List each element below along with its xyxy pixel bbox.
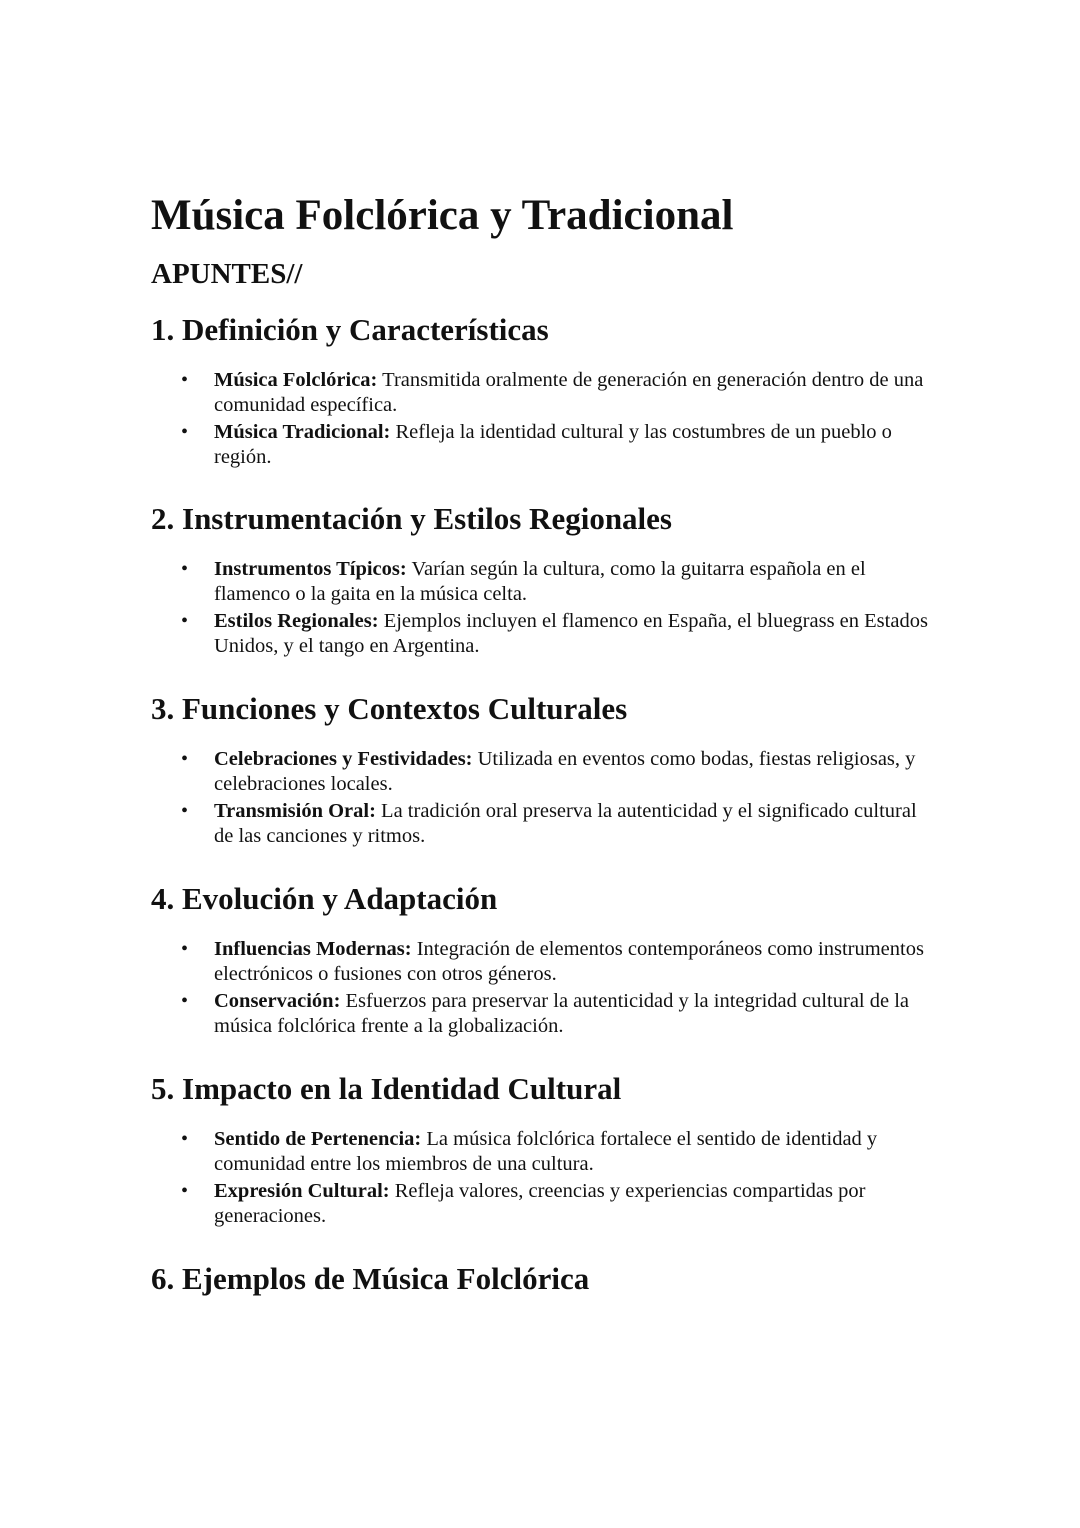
item-term: Celebraciones y Festividades: xyxy=(214,748,473,770)
list-item xyxy=(151,1127,941,1177)
item-text: Utilizada en eventos como bodas, fiestas religiosas, y celebraciones locales. xyxy=(214,748,916,795)
section-title: 6. Ejemplos de Música Folclórica xyxy=(151,1261,590,1296)
item-term: Expresión Cultural: xyxy=(214,1180,390,1202)
list-item xyxy=(151,368,941,418)
bullet-icon: • xyxy=(181,610,189,632)
item-term: Transmisión Oral: xyxy=(214,800,376,822)
bullet-list xyxy=(151,368,941,470)
item-term: Estilos Regionales: xyxy=(214,610,379,632)
item-text: Transmitida oralmente de generación en generación dentro de una comunidad específica. xyxy=(214,369,924,416)
list-item xyxy=(151,557,941,607)
item-text: Refleja valores, creencias y experiencias compartidas por generaciones. xyxy=(214,1180,866,1227)
bullet-icon: • xyxy=(181,990,189,1012)
section-title: 1. Definición y Características xyxy=(151,312,549,347)
bullet-icon: • xyxy=(181,369,189,391)
item-term: Sentido de Pertenencia: xyxy=(214,1128,422,1150)
bullet-icon: • xyxy=(181,748,189,770)
list-item xyxy=(151,1179,941,1229)
list-item xyxy=(151,747,941,797)
section-3 xyxy=(151,689,941,849)
list-item xyxy=(151,937,941,987)
item-text: Ejemplos incluyen el flamenco en España, el bluegrass en Estados Unidos, y el tango en Argentina. xyxy=(214,610,928,657)
bullet-icon: • xyxy=(181,421,189,443)
bullet-icon: • xyxy=(181,1128,189,1150)
item-term: Influencias Modernas: xyxy=(214,938,412,960)
section-5 xyxy=(151,1069,941,1229)
list-item xyxy=(151,799,941,849)
item-text: Refleja la identidad cultural y las costumbres de un pueblo o región. xyxy=(214,421,892,468)
section-title: 4. Evolución y Adaptación xyxy=(151,881,498,916)
bullet-icon: • xyxy=(181,938,189,960)
document-body xyxy=(151,190,941,1299)
item-text: Varían según la cultura, como la guitarra española en el flamenco o la gaita en la música celta. xyxy=(214,558,866,605)
bullet-icon: • xyxy=(181,558,189,580)
item-text: Esfuerzos para preservar la autenticidad y la integridad cultural de la música folclórica frente a la globalización. xyxy=(214,990,910,1037)
section-title: 3. Funciones y Contextos Culturales xyxy=(151,691,628,726)
item-term: Instrumentos Típicos: xyxy=(214,558,407,580)
list-item xyxy=(151,609,941,659)
item-text: La tradición oral preserva la autenticidad y el significado cultural de las canciones y ritmos. xyxy=(214,800,917,847)
item-text: Integración de elementos contemporáneos como instrumentos electrónicos o fusiones con otros géneros. xyxy=(214,938,924,985)
section-title: 5. Impacto en la Identidad Cultural xyxy=(151,1071,622,1106)
section-6 xyxy=(151,1259,941,1299)
list-item xyxy=(151,420,941,470)
document-title: Música Folclórica y Tradicional xyxy=(151,192,734,239)
bullet-icon: • xyxy=(181,1180,189,1202)
section-1 xyxy=(151,310,941,470)
item-term: Música Folclórica: xyxy=(214,369,378,391)
bullet-list xyxy=(151,747,941,849)
item-term: Música Tradicional: xyxy=(214,421,391,443)
item-term: Conservación: xyxy=(214,990,341,1012)
bullet-list xyxy=(151,1127,941,1229)
item-text: La música folclórica fortalece el sentido de identidad y comunidad entre los miembros de una cultura. xyxy=(214,1128,878,1175)
section-title: 2. Instrumentación y Estilos Regionales xyxy=(151,501,672,536)
bullet-icon: • xyxy=(181,800,189,822)
section-4 xyxy=(151,879,941,1039)
bullet-list xyxy=(151,557,941,659)
document-subtitle: APUNTES// xyxy=(151,258,303,290)
section-2 xyxy=(151,499,941,659)
bullet-list xyxy=(151,937,941,1039)
sections-container xyxy=(151,310,941,1299)
list-item xyxy=(151,989,941,1039)
